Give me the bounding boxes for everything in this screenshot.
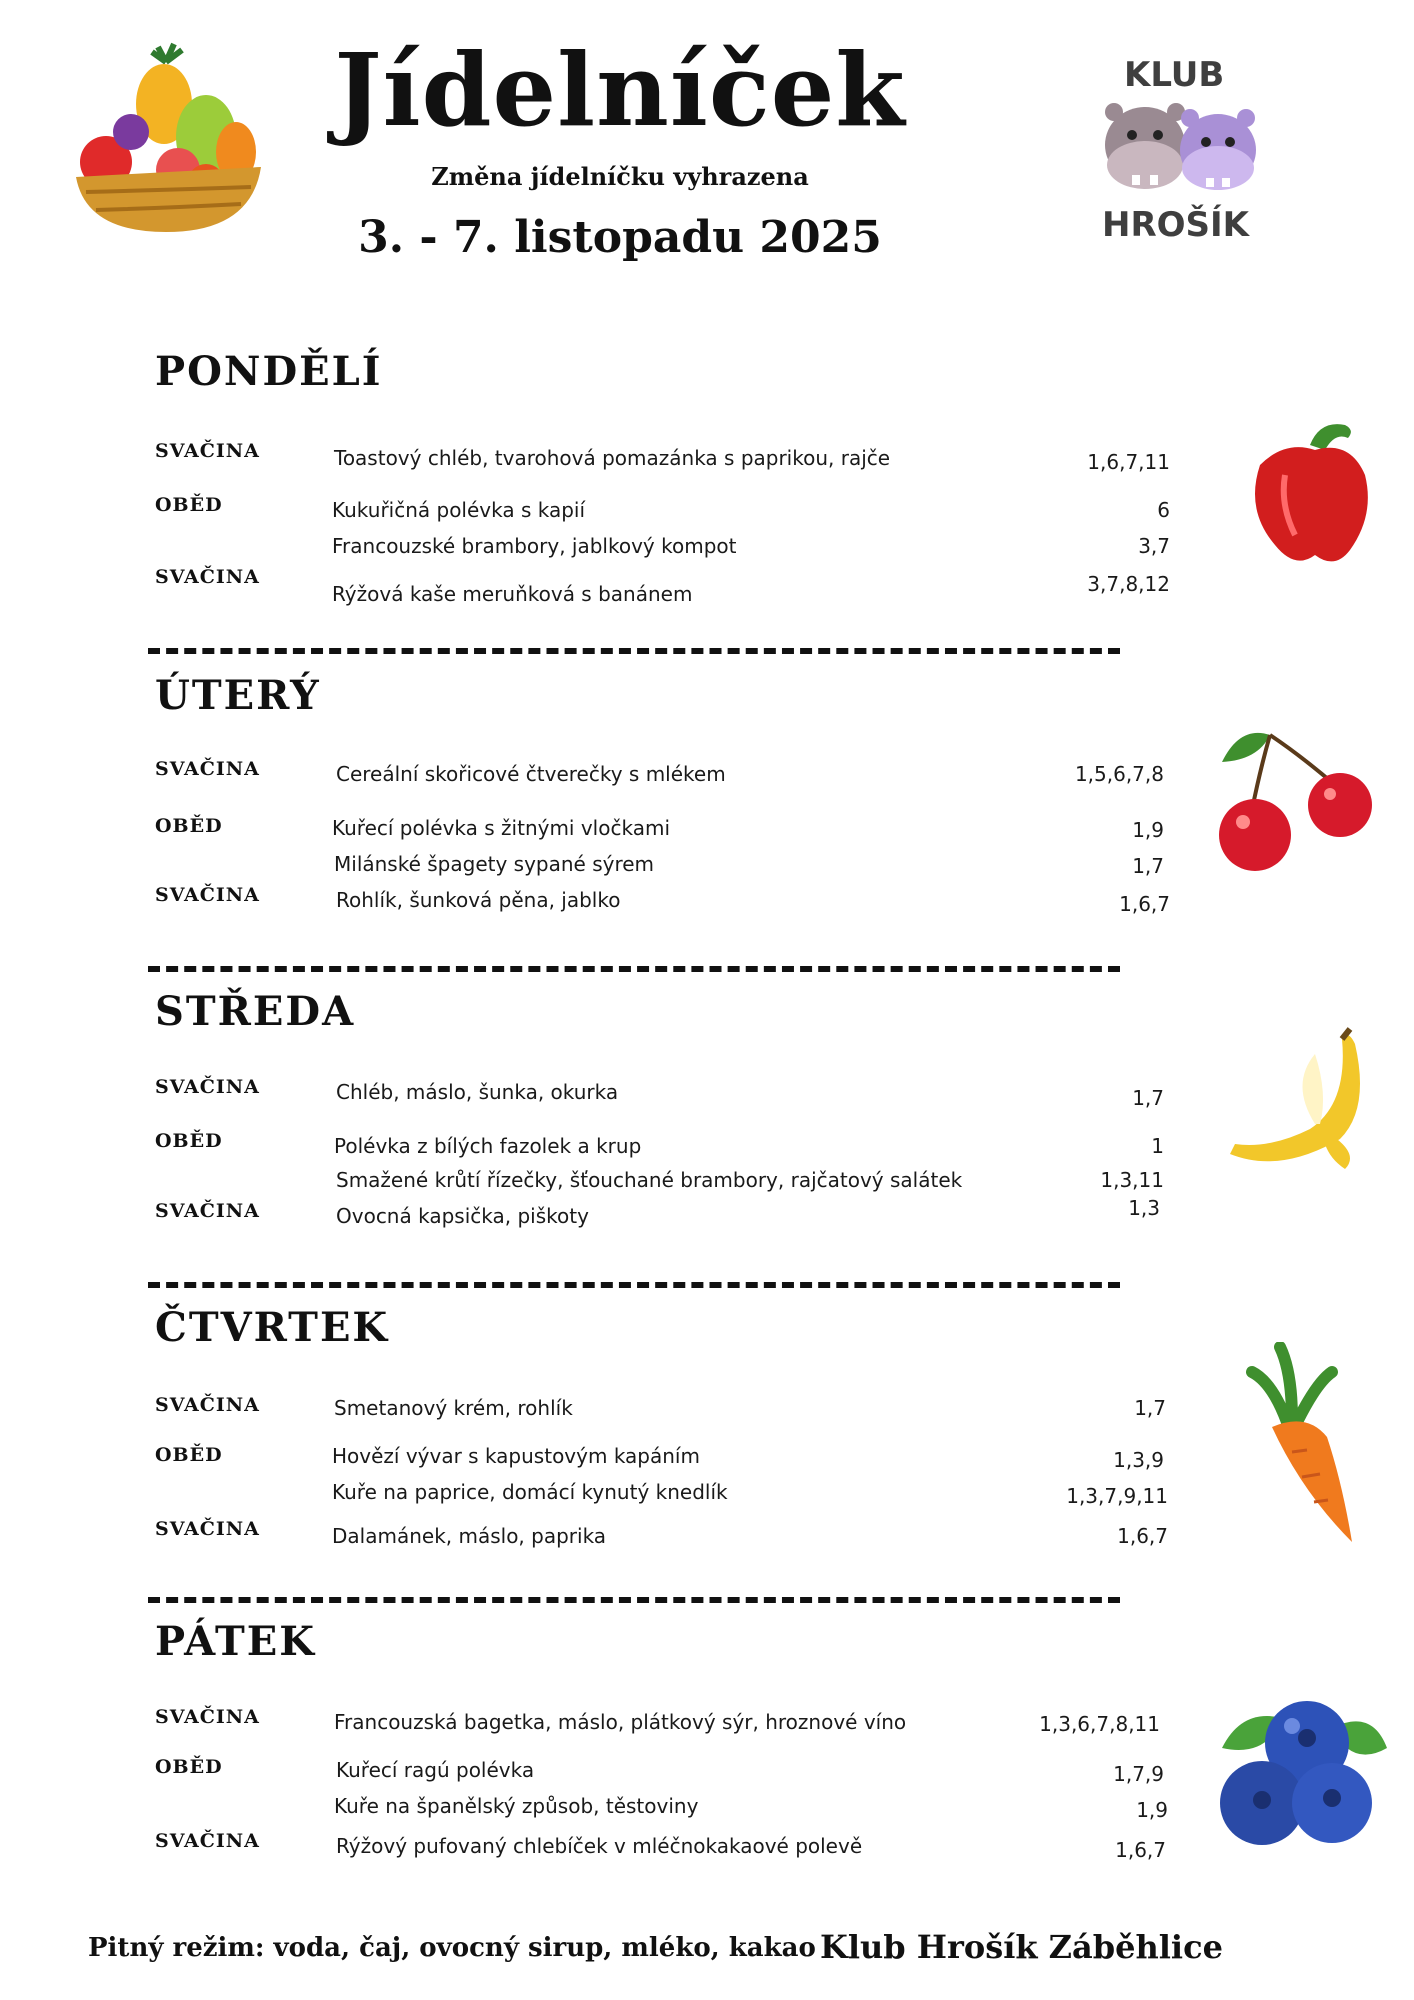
day-title-thursday: ČTVRTEK xyxy=(155,1304,390,1351)
meal-label: SVAČINA xyxy=(155,566,260,588)
allergens: 3,7,8,12 xyxy=(1087,572,1170,596)
banana-icon xyxy=(1220,1024,1370,1174)
dish-text: Kuře na španělský způsob, těstoviny xyxy=(334,1794,699,1818)
dish-text: Hovězí vývar s kapustovým kapáním xyxy=(332,1444,700,1468)
allergens: 1,3,11 xyxy=(1100,1168,1164,1192)
day-separator xyxy=(148,1282,1120,1288)
meal-label: SVAČINA xyxy=(155,884,260,906)
day-title-friday: PÁTEK xyxy=(155,1618,317,1665)
dish-text: Kukuřičná polévka s kapií xyxy=(332,498,586,522)
dish-text: Cereální skořicové čtverečky s mlékem xyxy=(336,762,726,786)
club-logo xyxy=(1090,55,1270,255)
meal-label: SVAČINA xyxy=(155,1830,260,1852)
allergens: 1,7,9 xyxy=(1113,1762,1164,1786)
allergens: 1,5,6,7,8 xyxy=(1074,762,1164,786)
dish-text: Kuře na paprice, domácí kynutý knedlík xyxy=(332,1480,728,1504)
day-separator xyxy=(148,648,1120,654)
dish-text: Kuřecí ragú polévka xyxy=(336,1758,535,1782)
day-title-monday: PONDĚLÍ xyxy=(155,348,383,395)
dish-text: Rýžová kaše meruňková s banánem xyxy=(332,582,693,606)
allergens: 1,7 xyxy=(1132,854,1164,878)
hippo-logo-icon xyxy=(1090,100,1270,195)
page-title: Jídelníček xyxy=(334,31,906,149)
meal-label: OBĚD xyxy=(155,494,223,516)
red-pepper-icon xyxy=(1240,420,1380,570)
dish-text: Kuřecí polévka s žitnými vločkami xyxy=(332,816,670,840)
meal-label: SVAČINA xyxy=(155,758,260,780)
dish-text: Smetanový krém, rohlík xyxy=(334,1396,573,1420)
allergens: 1,3,6,7,8,11 xyxy=(1039,1712,1160,1736)
allergens: 1 xyxy=(1151,1134,1164,1158)
meal-label: SVAČINA xyxy=(155,1200,260,1222)
week-dates: 3. - 7. listopadu 2025 xyxy=(358,212,882,263)
dish-text: Milánské špagety sypané sýrem xyxy=(334,852,655,876)
allergens: 6 xyxy=(1157,498,1170,522)
allergens: 3,7 xyxy=(1138,534,1170,558)
carrot-icon xyxy=(1232,1342,1362,1552)
drinking-regime: Pitný režim: voda, čaj, ovocný sirup, mléko, kakao xyxy=(88,1933,816,1963)
allergens: 1,6,7 xyxy=(1119,892,1170,916)
allergens: 1,3 xyxy=(1128,1196,1160,1220)
dish-text: Chléb, máslo, šunka, okurka xyxy=(336,1080,619,1104)
dish-text: Francouzská bagetka, máslo, plátkový sýr, hroznové víno xyxy=(334,1710,907,1734)
dish-text: Rýžový pufovaný chlebíček v mléčnokakaové polevě xyxy=(336,1834,863,1858)
cherries-icon xyxy=(1210,700,1385,880)
dish-text: Rohlík, šunková pěna, jablko xyxy=(336,888,621,912)
allergens: 1,9 xyxy=(1136,1798,1168,1822)
day-title-wednesday: STŘEDA xyxy=(155,988,356,1035)
meal-label: SVAČINA xyxy=(155,1706,260,1728)
allergens: 1,9 xyxy=(1132,818,1164,842)
fruit-basket-icon xyxy=(66,42,266,232)
meal-label: SVAČINA xyxy=(155,1394,260,1416)
allergens: 1,7 xyxy=(1134,1396,1166,1420)
dish-text: Dalamánek, máslo, paprika xyxy=(332,1524,607,1548)
meal-label: SVAČINA xyxy=(155,1076,260,1098)
allergens: 1,6,7,11 xyxy=(1087,450,1170,474)
meal-label: OBĚD xyxy=(155,815,223,837)
allergens: 1,6,7 xyxy=(1117,1524,1168,1548)
day-separator xyxy=(148,1597,1120,1603)
page-subtitle: Změna jídelníčku vyhrazena xyxy=(431,162,809,191)
allergens: 1,3,7,9,11 xyxy=(1066,1484,1168,1508)
logo-text-bottom: HROŠÍK xyxy=(1102,205,1250,245)
dish-text: Polévka z bílých fazolek a krup xyxy=(334,1134,642,1158)
allergens: 1,3,9 xyxy=(1113,1448,1164,1472)
blueberries-icon xyxy=(1212,1688,1392,1858)
allergens: 1,6,7 xyxy=(1115,1838,1166,1862)
meal-label: SVAČINA xyxy=(155,440,260,462)
meal-label: OBĚD xyxy=(155,1756,223,1778)
allergens: 1,7 xyxy=(1132,1086,1164,1110)
meal-label: OBĚD xyxy=(155,1130,223,1152)
logo-text-top: KLUB xyxy=(1124,55,1225,95)
day-title-tuesday: ÚTERÝ xyxy=(155,672,321,719)
meal-label: OBĚD xyxy=(155,1444,223,1466)
dish-text: Smažené krůtí řízečky, šťouchané brambory, rajčatový salátek xyxy=(336,1168,963,1192)
day-separator xyxy=(148,966,1120,972)
club-name: Klub Hrošík Záběhlice xyxy=(820,1928,1223,1966)
dish-text: Francouzské brambory, jablkový kompot xyxy=(332,534,737,558)
meal-label: SVAČINA xyxy=(155,1518,260,1540)
dish-text: Ovocná kapsička, piškoty xyxy=(336,1204,589,1228)
dish-text: Toastový chléb, tvarohová pomazánka s paprikou, rajče xyxy=(334,446,891,470)
